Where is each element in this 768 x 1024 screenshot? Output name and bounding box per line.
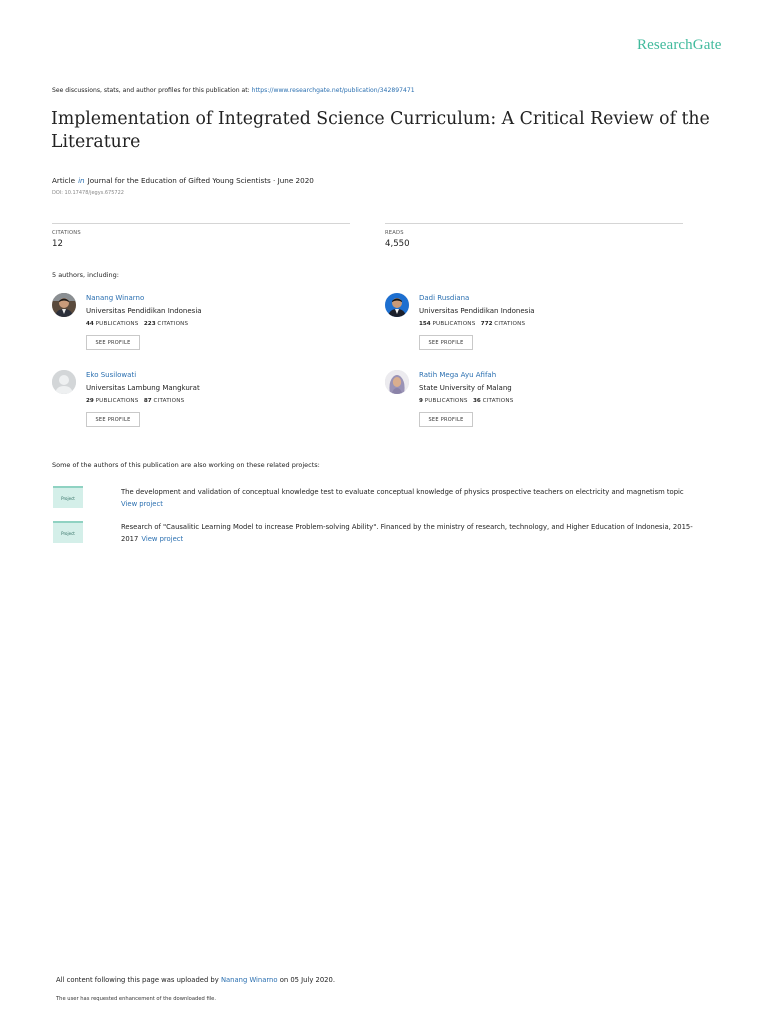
project-item (53, 521, 733, 551)
author-counts (419, 321, 525, 327)
project-title: Research of "Causalitic Learning Model to increase Problem-solving Ability". Financed by the ministry of research, technology, and Higher Education of Indonesia, 2015-2017 (121, 523, 693, 543)
project-description (121, 521, 721, 545)
citations-value: 12 (52, 239, 63, 249)
publications-label: PUBLICATIONS (95, 321, 139, 327)
author-affiliation: Universitas Pendidikan Indonesia (86, 307, 202, 315)
view-project-link[interactable]: View project (141, 535, 184, 543)
publications-label: PUBLICATIONS (432, 321, 476, 327)
divider-left (52, 223, 350, 224)
author-counts (419, 398, 514, 404)
see-profile-button[interactable]: SEE PROFILE (86, 412, 140, 427)
publications-count: 9 (419, 398, 423, 404)
researchgate-logo[interactable]: ResearchGate (637, 37, 722, 53)
see-profile-button[interactable]: SEE PROFILE (419, 335, 473, 350)
citations-count: 772 (480, 321, 493, 327)
author-name-link[interactable]: Nanang Winarno (86, 294, 145, 302)
author-affiliation: Universitas Pendidikan Indonesia (419, 307, 535, 315)
avatar[interactable] (385, 293, 409, 317)
author-card (52, 370, 372, 440)
author-card (52, 293, 372, 363)
project-thumbnail[interactable]: Project (53, 486, 83, 508)
publications-count: 44 (86, 321, 94, 327)
divider-right (385, 223, 683, 224)
article-meta (52, 176, 314, 185)
publications-label: PUBLICATIONS (424, 398, 468, 404)
citations-label: CITATIONS (157, 321, 189, 327)
upload-date: on 05 July 2020. (279, 976, 335, 984)
citations-count: 87 (143, 398, 152, 404)
author-affiliation: State University of Malang (419, 384, 512, 392)
citations-label: CITATIONS (52, 230, 81, 236)
author-name-link[interactable]: Ratih Mega Ayu Afifah (419, 371, 497, 379)
enhancement-note: The user has requested enhancement of the downloaded file. (56, 996, 217, 1002)
article-in: in (78, 176, 85, 185)
project-item (53, 486, 733, 516)
author-card (385, 370, 705, 440)
avatar[interactable] (52, 293, 76, 317)
article-type: Article (52, 176, 76, 185)
view-project-link[interactable]: View project (121, 500, 163, 508)
citations-label: CITATIONS (482, 398, 514, 404)
journal-name: Journal for the Education of Gifted Young Scientists · June 2020 (87, 176, 314, 185)
citations-count: 36 (473, 398, 481, 404)
related-projects-heading: Some of the authors of this publication are also working on these related projects: (52, 461, 320, 469)
citations-label: CITATIONS (494, 321, 526, 327)
publications-count: 154 (419, 321, 431, 327)
publications-label: PUBLICATIONS (95, 398, 139, 404)
project-description (121, 486, 721, 510)
discussions-line (52, 87, 415, 94)
citations-label: CITATIONS (153, 398, 185, 404)
doi: DOI: 10.17478/jegys.675722 (52, 190, 124, 196)
author-photo-icon (385, 293, 409, 317)
author-card (385, 293, 705, 363)
author-photo-icon (385, 370, 409, 394)
publication-url-link[interactable]: https://www.researchgate.net/publication/342897471 (251, 87, 415, 94)
avatar[interactable] (52, 370, 76, 394)
author-counts (86, 398, 184, 404)
upload-prefix: All content following this page was uploaded by (56, 976, 219, 984)
reads-value: 4,550 (385, 239, 410, 249)
citations-count: 223 (143, 321, 156, 327)
author-affiliation: Universitas Lambung Mangkurat (86, 384, 200, 392)
uploader-link[interactable]: Nanang Winarno (220, 976, 278, 984)
publication-title: Implementation of Integrated Science Curriculum: A Critical Review of the Literature (51, 109, 710, 152)
upload-info (56, 976, 335, 984)
author-name-link[interactable]: Dadi Rusdiana (419, 294, 470, 302)
author-counts (86, 321, 188, 327)
default-avatar-icon (52, 370, 76, 394)
author-name-link[interactable]: Eko Susilowati (86, 371, 137, 379)
author-photo-icon (52, 293, 76, 317)
reads-label: READS (385, 230, 404, 236)
project-thumbnail[interactable]: Project (53, 521, 83, 543)
see-profile-button[interactable]: SEE PROFILE (86, 335, 140, 350)
discussions-prefix: See discussions, stats, and author profiles for this publication at: (52, 87, 250, 94)
see-profile-button[interactable]: SEE PROFILE (419, 412, 473, 427)
authors-heading: 5 authors, including: (52, 271, 119, 279)
avatar[interactable] (385, 370, 409, 394)
project-title: The development and validation of conceptual knowledge test to evaluate conceptual knowledge of physics prospective teachers on electricity and magnetism topic (121, 488, 684, 496)
publications-count: 29 (86, 398, 94, 404)
